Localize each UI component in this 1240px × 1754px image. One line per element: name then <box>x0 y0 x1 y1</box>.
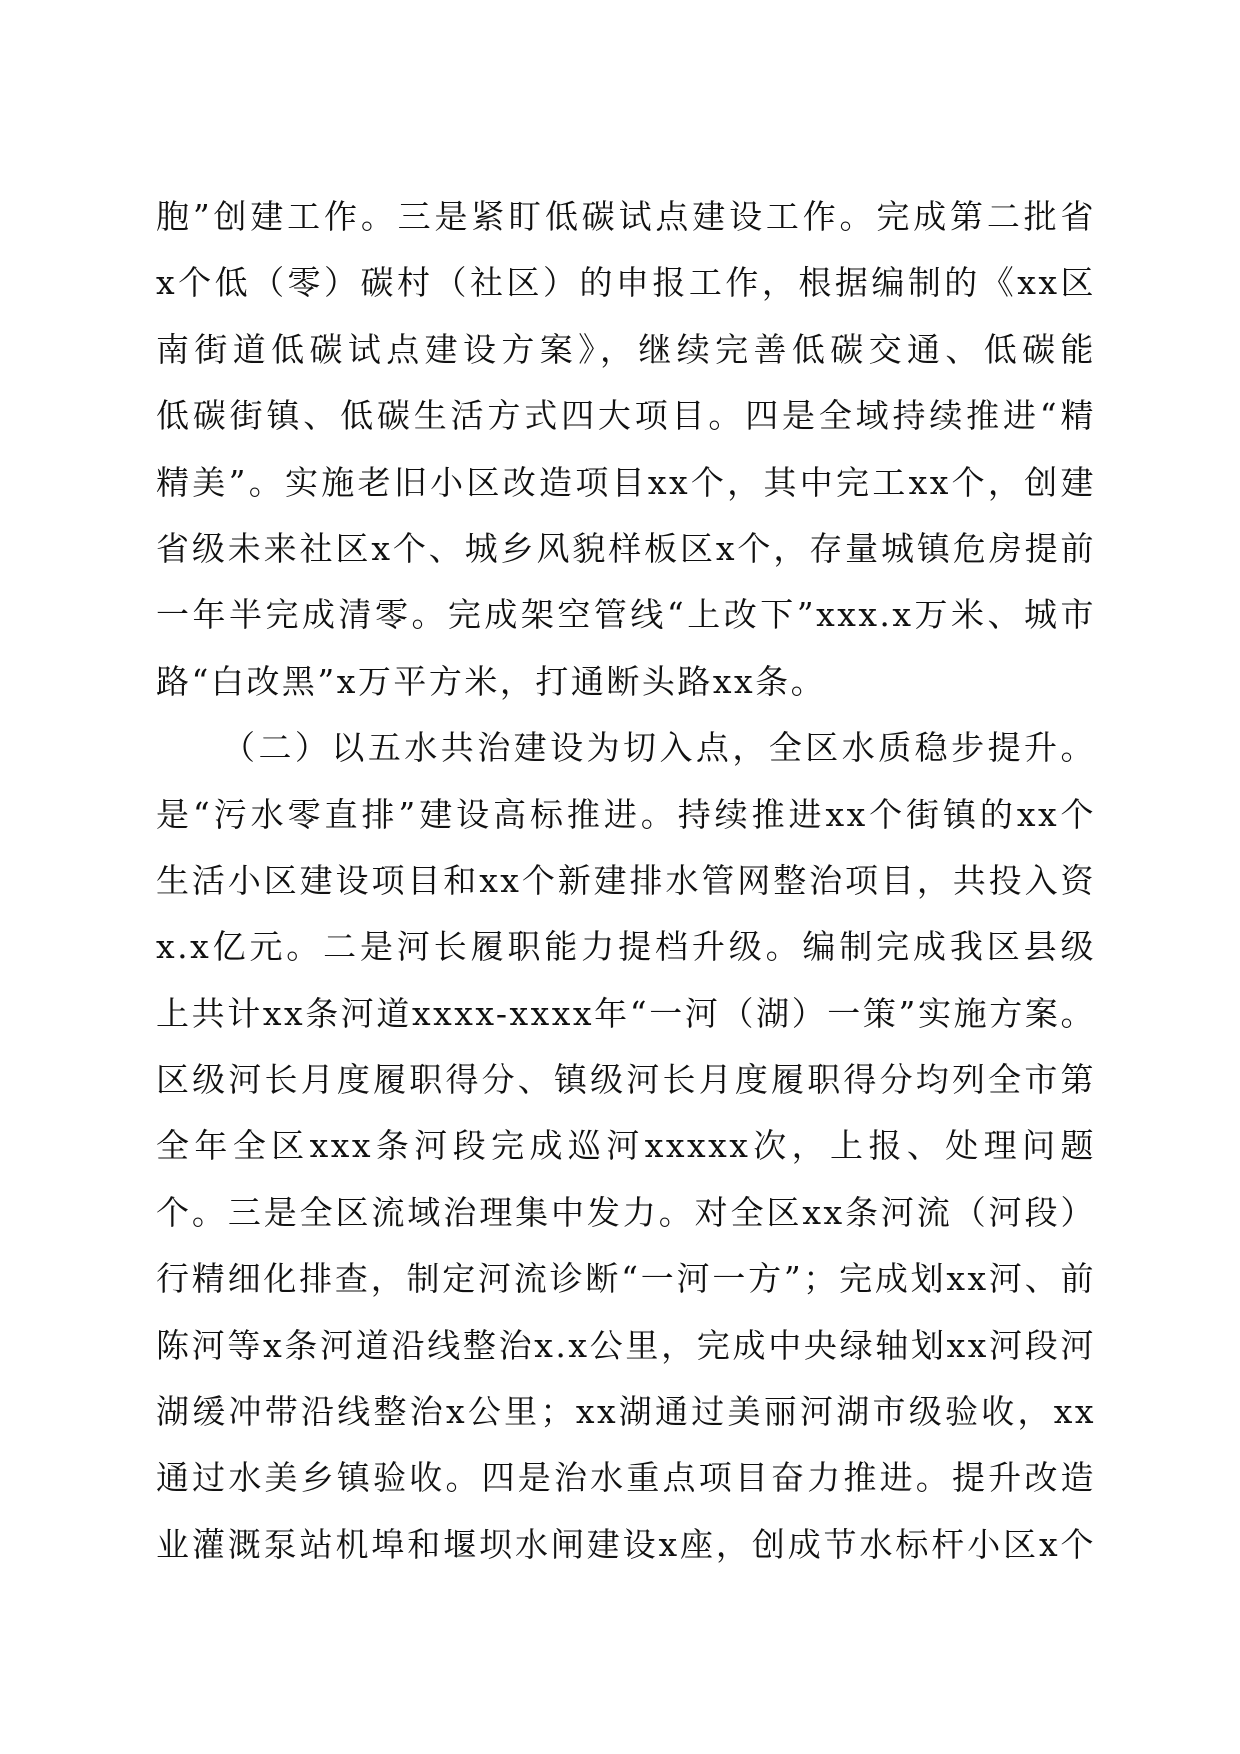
text-line: 低碳街镇、低碳生活方式四大项目。四是全域持续推进“精 <box>156 396 1096 436</box>
text-line: x个低（零）碳村（社区）的申报工作，根据编制的《xx区 <box>156 263 1096 303</box>
text-line: 南街道低碳试点建设方案》，继续完善低碳交通、低碳能 <box>156 329 1096 369</box>
text-line: 业灌溉泵站机埠和堰坝水闸建设x座，创成节水标杆小区x个 <box>156 1524 1096 1564</box>
text-line: x.x亿元。二是河长履职能力提档升级。编制完成我区县级 <box>156 927 1096 967</box>
document-body <box>156 184 1096 1578</box>
text-line: 胞”创建工作。三是紧盯低碳试点建设工作。完成第二批省 <box>156 197 1096 236</box>
text-line: 区级河长月度履职得分、镇级河长月度履职得分均列全市第 <box>156 1060 1096 1100</box>
text-line: 生活小区建设项目和xx个新建排水管网整治项目，共投入资 <box>156 860 1096 900</box>
text-line: 陈河等x条河道沿线整治x.x公里，完成中央绿轴划xx河段河 <box>156 1325 1096 1365</box>
section-heading-line: （二）以五水共治建设为切入点，全区水质稳步提升。 <box>222 728 1096 768</box>
text-line: 个。三是全区流域治理集中发力。对全区xx条河流（河段） <box>156 1192 1096 1232</box>
text-line: 全年全区xxx条河段完成巡河xxxxx次，上报、处理问题 <box>156 1126 1096 1166</box>
text-line: 省级未来社区x个、城乡风貌样板区x个，存量城镇危房提前 <box>156 528 1096 568</box>
text-line: 行精细化排查，制定河流诊断“一河一方”；完成划xx河、前 <box>156 1259 1096 1299</box>
text-line: 精美”。实施老旧小区改造项目xx个，其中完工xx个，创建 <box>156 462 1096 502</box>
text-line: 湖缓冲带沿线整治x公里；xx湖通过美丽河湖市级验收，xx <box>156 1392 1096 1432</box>
paragraph-end-line: 路“白改黑”x万平方米，打通断头路xx条。 <box>156 661 827 701</box>
text-line: 是“污水零直排”建设高标推进。持续推进xx个街镇的xx个 <box>156 794 1096 834</box>
text-line: 通过水美乡镇验收。四是治水重点项目奋力推进。提升改造 <box>156 1458 1096 1498</box>
text-line: 一年半完成清零。完成架空管线“上改下”xxx.x万米、城市 <box>156 595 1096 635</box>
text-line: 上共计xx条河道xxxx-xxxx年“一河（湖）一策”实施方案。 <box>156 993 1096 1033</box>
